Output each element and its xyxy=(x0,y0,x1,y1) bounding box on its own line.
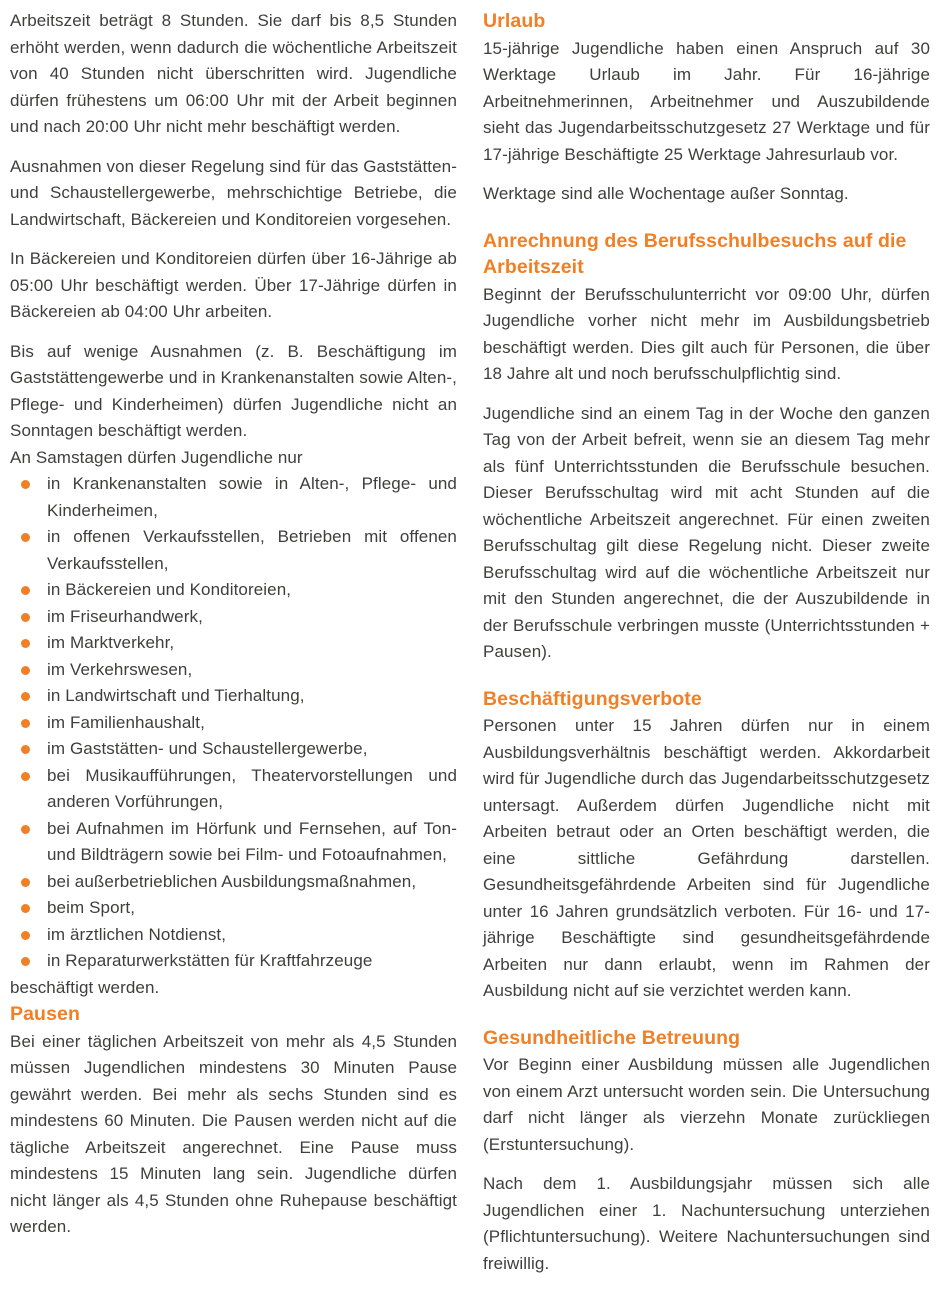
list-item xyxy=(10,471,457,524)
bullet-icon xyxy=(21,586,30,595)
bullet-icon xyxy=(21,878,30,887)
body-paragraph: In Bäckereien und Konditoreien dürfen über 16-Jährige ab 05:00 Uhr beschäftigt werden. Über 17-Jährige dürfen in Bäckereien ab 04:00 Uhr arbeiten. xyxy=(10,249,457,321)
list-item-text: im Familienhaushalt, xyxy=(47,712,205,732)
list-item-text: bei außerbetrieblichen Ausbildungsmaßnahmen, xyxy=(47,871,417,891)
list-item-text: in Bäckereien und Konditoreien, xyxy=(47,580,292,599)
section-heading: Beschäftigungsverbote xyxy=(483,687,702,710)
list-item xyxy=(10,816,457,869)
section xyxy=(483,686,930,1005)
saturday-intro: An Samstagen dürfen Jugendliche nur xyxy=(10,447,303,467)
bullet-icon xyxy=(21,533,30,542)
body-paragraph: Nach dem 1. Ausbildungsjahr müssen sich alle Jugendlichen einer 1. Nachuntersuchung unterziehen (Pflichtuntersuchung). Weitere Nachuntersuchungen sind freiwillig. xyxy=(483,1174,930,1273)
list-item xyxy=(10,869,457,896)
bullet-icon xyxy=(21,904,30,913)
list-item-text: in Krankenanstalten sowie in Alten-, Pflege- und Kinderheimen, xyxy=(47,474,457,520)
body-paragraph: Werktage sind alle Wochentage außer Sonntag. xyxy=(483,184,849,203)
section xyxy=(483,1025,930,1278)
list-item-text: im Friseurhandwerk, xyxy=(47,606,203,626)
list-item-text: in Reparaturwerkstätten für Kraftfahrzeuge xyxy=(47,951,373,970)
section-heading: Urlaub xyxy=(483,10,546,32)
left-sections xyxy=(10,1001,457,1241)
section-heading: Anrechnung des Berufsschulbesuchs auf die Arbeitszeit xyxy=(483,229,907,278)
list-item-text: im ärztlichen Notdienst, xyxy=(47,924,227,944)
right-sections xyxy=(483,8,930,1277)
list-item xyxy=(10,922,457,949)
list-item-text: im Verkehrswesen, xyxy=(47,659,193,679)
section xyxy=(483,228,930,666)
list-item-text: bei Aufnahmen im Hörfunk und Fernsehen, auf Ton- und Bildträgern sowie bei Film- und Fotoaufnahmen, xyxy=(47,818,457,864)
body-paragraph: Ausnahmen von dieser Regelung sind für das Gaststätten- und Schaustellergewerbe, mehrschichtige Betriebe, die Landwirtschaft, Bäckereien und Konditoreien vorgesehen. xyxy=(10,156,457,229)
list-item xyxy=(10,763,457,816)
bullet-icon xyxy=(21,825,30,834)
bullet-icon xyxy=(21,692,30,701)
section-heading: Gesundheitliche Betreuung xyxy=(483,1026,741,1049)
list-item-text: in offenen Verkaufsstellen, Betrieben mit offenen Verkaufsstellen, xyxy=(47,527,457,573)
body-paragraph: Bis auf wenige Ausnahmen (z. B. Beschäftigung im Gaststättengewerbe und in Krankenanstalten sowie Alten-, Pflege- und Kinderheimen) dürfen Jugendliche nicht an Sonntagen beschäftigt werden. xyxy=(10,341,457,440)
body-paragraph: Personen unter 15 Jahren dürfen nur in einem Ausbildungsverhältnis beschäftigt werden. Akkordarbeit wird für Jugendliche durch das Jugendarbeitsschutzgesetz untersagt. Außerdem dürfen Jugendliche nicht mit Arbeiten betraut oder an Orten beschäftigt werden, die eine sittliche Gefährdung darstellen. Gesundheitsgefährdende Arbeiten sind für Jugendliche unter 16 Jahren grundsätzlich verboten. Für 16- und 17-jährige Beschäftigte sind gesundheitsgefährdende Arbeiten nur dann erlaubt, wenn im Rahmen der Ausbildung nicht auf sie verzichtet werden kann. xyxy=(483,716,930,1000)
body-paragraph: Arbeitszeit beträgt 8 Stunden. Sie darf bis 8,5 Stunden erhöht werden, wenn dadurch die wöchentliche Arbeitszeit von 40 Stunden nicht überschritten wird. Jugendliche dürfen frühestens um 06:00 Uhr mit der Arbeit beginnen und nach 20:00 Uhr nicht mehr beschäftigt werden. xyxy=(10,11,457,136)
list-item xyxy=(10,604,457,631)
list-item xyxy=(10,710,457,737)
list-item-text: bei Musikaufführungen, Theatervorstellungen und anderen Vorführungen, xyxy=(47,765,457,811)
left-top-paragraphs xyxy=(10,8,457,445)
bullet-icon xyxy=(21,613,30,622)
list-item xyxy=(10,895,457,922)
bullet-icon xyxy=(21,957,30,966)
section xyxy=(10,1001,457,1241)
bullet-icon xyxy=(21,639,30,648)
list-item xyxy=(10,577,457,604)
section-heading: Pausen xyxy=(10,1003,80,1025)
saturday-list xyxy=(10,471,457,975)
list-item xyxy=(10,524,457,577)
body-paragraph: Beginnt der Berufsschulunterricht vor 09:00 Uhr, dürfen Jugendliche vorher nicht mehr im Ausbildungsbetrieb beschäftigt werden. Dies gilt auch für Personen, die über 18 Jahre alt und noch berufsschulpflichtig sind. xyxy=(483,284,930,383)
list-item xyxy=(10,736,457,763)
bullet-icon xyxy=(21,480,30,489)
list-item xyxy=(10,683,457,710)
bullet-icon xyxy=(21,931,30,940)
body-paragraph: Bei einer täglichen Arbeitszeit von mehr als 4,5 Stunden müssen Jugendlichen mindestens 30 Minuten Pause gewährt werden. Bei mehr als sechs Stunden sind es mindestens 60 Minuten. Die Pausen werden nicht auf die tägliche Arbeitszeit angerechnet. Eine Pause muss mindestens 15 Minuten lang sein. Jugendliche dürfen nicht länger als 4,5 Stunden ohne Ruhepause beschäftigt werden. xyxy=(10,1031,457,1236)
body-paragraph: Jugendliche sind an einem Tag in der Woche den ganzen Tag von der Arbeit befreit, wenn sie an diesem Tag mehr als fünf Unterrichtsstunden die Berufsschule besuchen. Dieser Berufsschultag wird mit acht Stunden auf die wöchentliche Arbeitszeit angerechnet. Für einen zweiten Berufsschultag gilt diese Regelung nicht. Dieser zweite Berufsschultag wird auf die wöchentliche Arbeitszeit nur mit den Stunden angerechnet, die der Auszubildende in der Berufsschule verbringen musste (Unterrichtsstunden + Pausen). xyxy=(483,403,930,661)
body-paragraph: Vor Beginn einer Ausbildung müssen alle Jugendlichen von einem Arzt untersucht worden sein. Die Untersuchung darf nicht länger als vierzehn Monate zurückliegen (Erstuntersuchung). xyxy=(483,1055,930,1154)
list-item-text: beim Sport, xyxy=(47,898,136,917)
list-item xyxy=(10,630,457,657)
body-paragraph: 15-jährige Jugendliche haben einen Anspruch auf 30 Werktage Urlaub im Jahr. Für 16-jährige Arbeitnehmerinnen, Arbeitnehmer und Auszubildende sieht das Jugendarbeitsschutzgesetz 27 Werktage und für 17-jährige Beschäftigte 25 Werktage Jahresurlaub vor. xyxy=(483,38,930,164)
bullet-icon xyxy=(21,719,30,728)
list-item-text: in Landwirtschaft und Tierhaltung, xyxy=(47,686,305,705)
list-item-text: im Marktverkehr, xyxy=(47,633,175,652)
left-column xyxy=(10,8,457,1292)
list-item-text: im Gaststätten- und Schaustellergewerbe, xyxy=(47,739,368,758)
saturday-outro: beschäftigt werden. xyxy=(10,977,160,997)
bullet-icon xyxy=(21,745,30,754)
bullet-icon xyxy=(21,666,30,675)
right-column xyxy=(483,8,930,1292)
section xyxy=(483,8,930,208)
list-item xyxy=(10,657,457,684)
list-item xyxy=(10,948,457,975)
bullet-icon xyxy=(21,772,30,781)
